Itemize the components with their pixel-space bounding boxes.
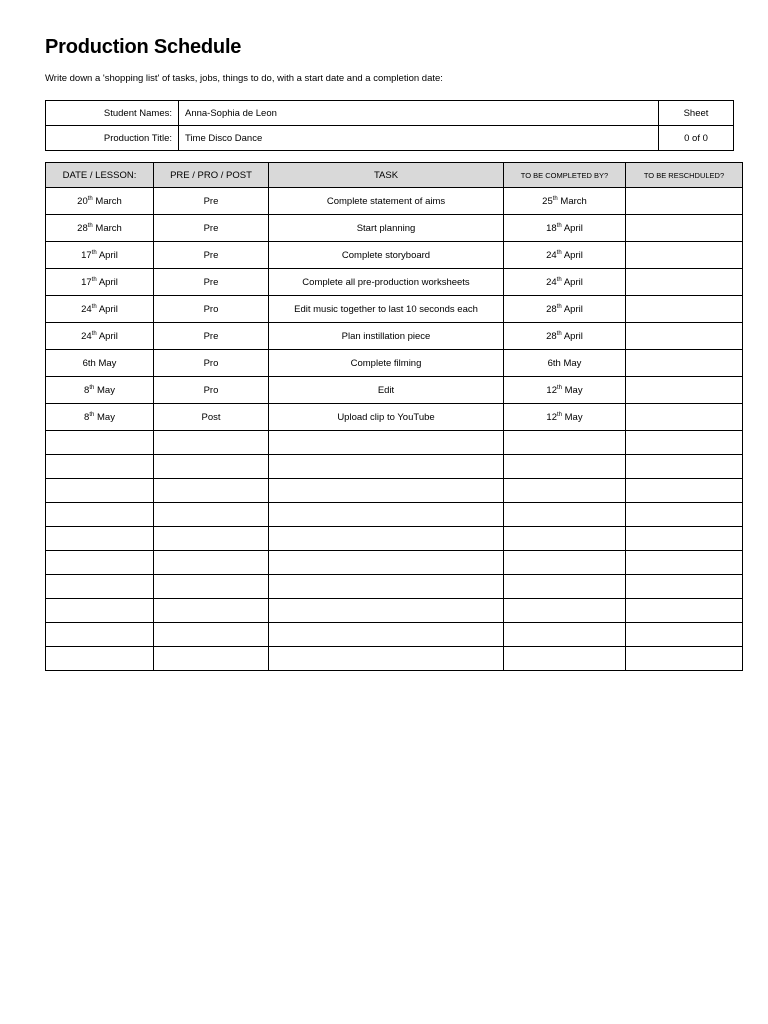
start-date-cell: 17th April: [46, 269, 154, 296]
phase-cell: [154, 551, 269, 575]
table-row: [46, 323, 743, 350]
start-date-cell: 6th May: [46, 350, 154, 377]
due-date-cell: [504, 599, 626, 623]
phase-cell: Pre: [154, 215, 269, 242]
rescheduled-cell: [626, 647, 743, 671]
empty-table-row: [46, 431, 743, 455]
due-date-cell: [504, 527, 626, 551]
task-cell: [269, 647, 504, 671]
due-date-cell: 12th May: [504, 377, 626, 404]
start-date-cell: [46, 503, 154, 527]
task-cell: Complete filming: [269, 350, 504, 377]
due-date-cell: 18th April: [504, 215, 626, 242]
phase-cell: Pro: [154, 296, 269, 323]
rescheduled-cell: [626, 575, 743, 599]
due-date-cell: 6th May: [504, 350, 626, 377]
task-cell: [269, 551, 504, 575]
rescheduled-cell: [626, 188, 743, 215]
task-cell: [269, 479, 504, 503]
due-date-cell: [504, 647, 626, 671]
start-date-cell: [46, 527, 154, 551]
empty-table-row: [46, 479, 743, 503]
rescheduled-cell: [626, 242, 743, 269]
phase-cell: Pro: [154, 377, 269, 404]
task-cell: Edit: [269, 377, 504, 404]
empty-table-row: [46, 599, 743, 623]
rescheduled-cell: [626, 527, 743, 551]
task-cell: [269, 599, 504, 623]
table-row: [46, 242, 743, 269]
due-date-cell: [504, 455, 626, 479]
start-date-cell: 24th April: [46, 296, 154, 323]
schedule-body: [46, 188, 743, 671]
phase-cell: Pre: [154, 188, 269, 215]
due-date-cell: [504, 479, 626, 503]
phase-cell: [154, 599, 269, 623]
rescheduled-cell: [626, 215, 743, 242]
rescheduled-cell: [626, 377, 743, 404]
table-row: [46, 296, 743, 323]
task-cell: [269, 527, 504, 551]
sheet-label: Sheet: [659, 101, 734, 126]
schedule-header-row: [46, 163, 743, 188]
production-title-row: [46, 126, 734, 151]
start-date-cell: [46, 623, 154, 647]
production-info-table: [45, 100, 734, 151]
student-names-label: Student Names:: [46, 101, 179, 126]
phase-cell: [154, 527, 269, 551]
table-row: [46, 404, 743, 431]
task-cell: [269, 455, 504, 479]
production-title-value: Time Disco Dance: [179, 126, 659, 151]
due-date-cell: 12th May: [504, 404, 626, 431]
due-date-cell: [504, 503, 626, 527]
table-row: [46, 215, 743, 242]
task-cell: Complete all pre-production worksheets: [269, 269, 504, 296]
phase-cell: Post: [154, 404, 269, 431]
header-task: TASK: [269, 163, 504, 188]
phase-cell: [154, 503, 269, 527]
empty-table-row: [46, 647, 743, 671]
header-phase: PRE / PRO / POST: [154, 163, 269, 188]
rescheduled-cell: [626, 404, 743, 431]
due-date-cell: 28th April: [504, 296, 626, 323]
schedule-table: [45, 162, 743, 671]
phase-cell: [154, 623, 269, 647]
rescheduled-cell: [626, 479, 743, 503]
empty-table-row: [46, 503, 743, 527]
sheet-count: 0 of 0: [659, 126, 734, 151]
table-row: [46, 350, 743, 377]
empty-table-row: [46, 455, 743, 479]
phase-cell: [154, 431, 269, 455]
task-cell: Edit music together to last 10 seconds each: [269, 296, 504, 323]
start-date-cell: 17th April: [46, 242, 154, 269]
start-date-cell: [46, 431, 154, 455]
rescheduled-cell: [626, 269, 743, 296]
due-date-cell: [504, 551, 626, 575]
empty-table-row: [46, 551, 743, 575]
start-date-cell: [46, 599, 154, 623]
task-cell: Start planning: [269, 215, 504, 242]
phase-cell: [154, 455, 269, 479]
phase-cell: [154, 647, 269, 671]
rescheduled-cell: [626, 455, 743, 479]
task-cell: [269, 431, 504, 455]
task-cell: Complete storyboard: [269, 242, 504, 269]
student-names-value: Anna-Sophia de Leon: [179, 101, 659, 126]
task-cell: Complete statement of aims: [269, 188, 504, 215]
table-row: [46, 377, 743, 404]
phase-cell: Pre: [154, 242, 269, 269]
empty-table-row: [46, 623, 743, 647]
task-cell: [269, 623, 504, 647]
task-cell: Plan instillation piece: [269, 323, 504, 350]
table-row: [46, 269, 743, 296]
empty-table-row: [46, 527, 743, 551]
due-date-cell: [504, 623, 626, 647]
header-date-lesson: DATE / LESSON:: [46, 163, 154, 188]
task-cell: [269, 575, 504, 599]
phase-cell: Pre: [154, 269, 269, 296]
due-date-cell: [504, 575, 626, 599]
rescheduled-cell: [626, 431, 743, 455]
page-title: Production Schedule: [45, 36, 242, 58]
rescheduled-cell: [626, 296, 743, 323]
task-cell: [269, 503, 504, 527]
due-date-cell: 28th April: [504, 323, 626, 350]
start-date-cell: 20th March: [46, 188, 154, 215]
student-names-row: [46, 101, 734, 126]
rescheduled-cell: [626, 350, 743, 377]
table-row: [46, 188, 743, 215]
start-date-cell: [46, 479, 154, 503]
rescheduled-cell: [626, 551, 743, 575]
due-date-cell: [504, 431, 626, 455]
rescheduled-cell: [626, 323, 743, 350]
start-date-cell: 8th May: [46, 377, 154, 404]
production-title-label: Production Title:: [46, 126, 179, 151]
phase-cell: Pre: [154, 323, 269, 350]
start-date-cell: 28th March: [46, 215, 154, 242]
due-date-cell: 24th April: [504, 242, 626, 269]
start-date-cell: [46, 551, 154, 575]
header-completed-by: TO BE COMPLETED BY?: [504, 163, 626, 188]
start-date-cell: [46, 575, 154, 599]
start-date-cell: 24th April: [46, 323, 154, 350]
start-date-cell: 8th May: [46, 404, 154, 431]
phase-cell: [154, 575, 269, 599]
start-date-cell: [46, 455, 154, 479]
phase-cell: Pro: [154, 350, 269, 377]
start-date-cell: [46, 647, 154, 671]
due-date-cell: 24th April: [504, 269, 626, 296]
empty-table-row: [46, 575, 743, 599]
phase-cell: [154, 479, 269, 503]
rescheduled-cell: [626, 599, 743, 623]
rescheduled-cell: [626, 623, 743, 647]
instructions-text: Write down a 'shopping list' of tasks, jobs, things to do, with a start date and a completion date:: [45, 73, 443, 84]
header-rescheduled: TO BE RESCHDULED?: [626, 163, 743, 188]
task-cell: Upload clip to YouTube: [269, 404, 504, 431]
due-date-cell: 25th March: [504, 188, 626, 215]
rescheduled-cell: [626, 503, 743, 527]
